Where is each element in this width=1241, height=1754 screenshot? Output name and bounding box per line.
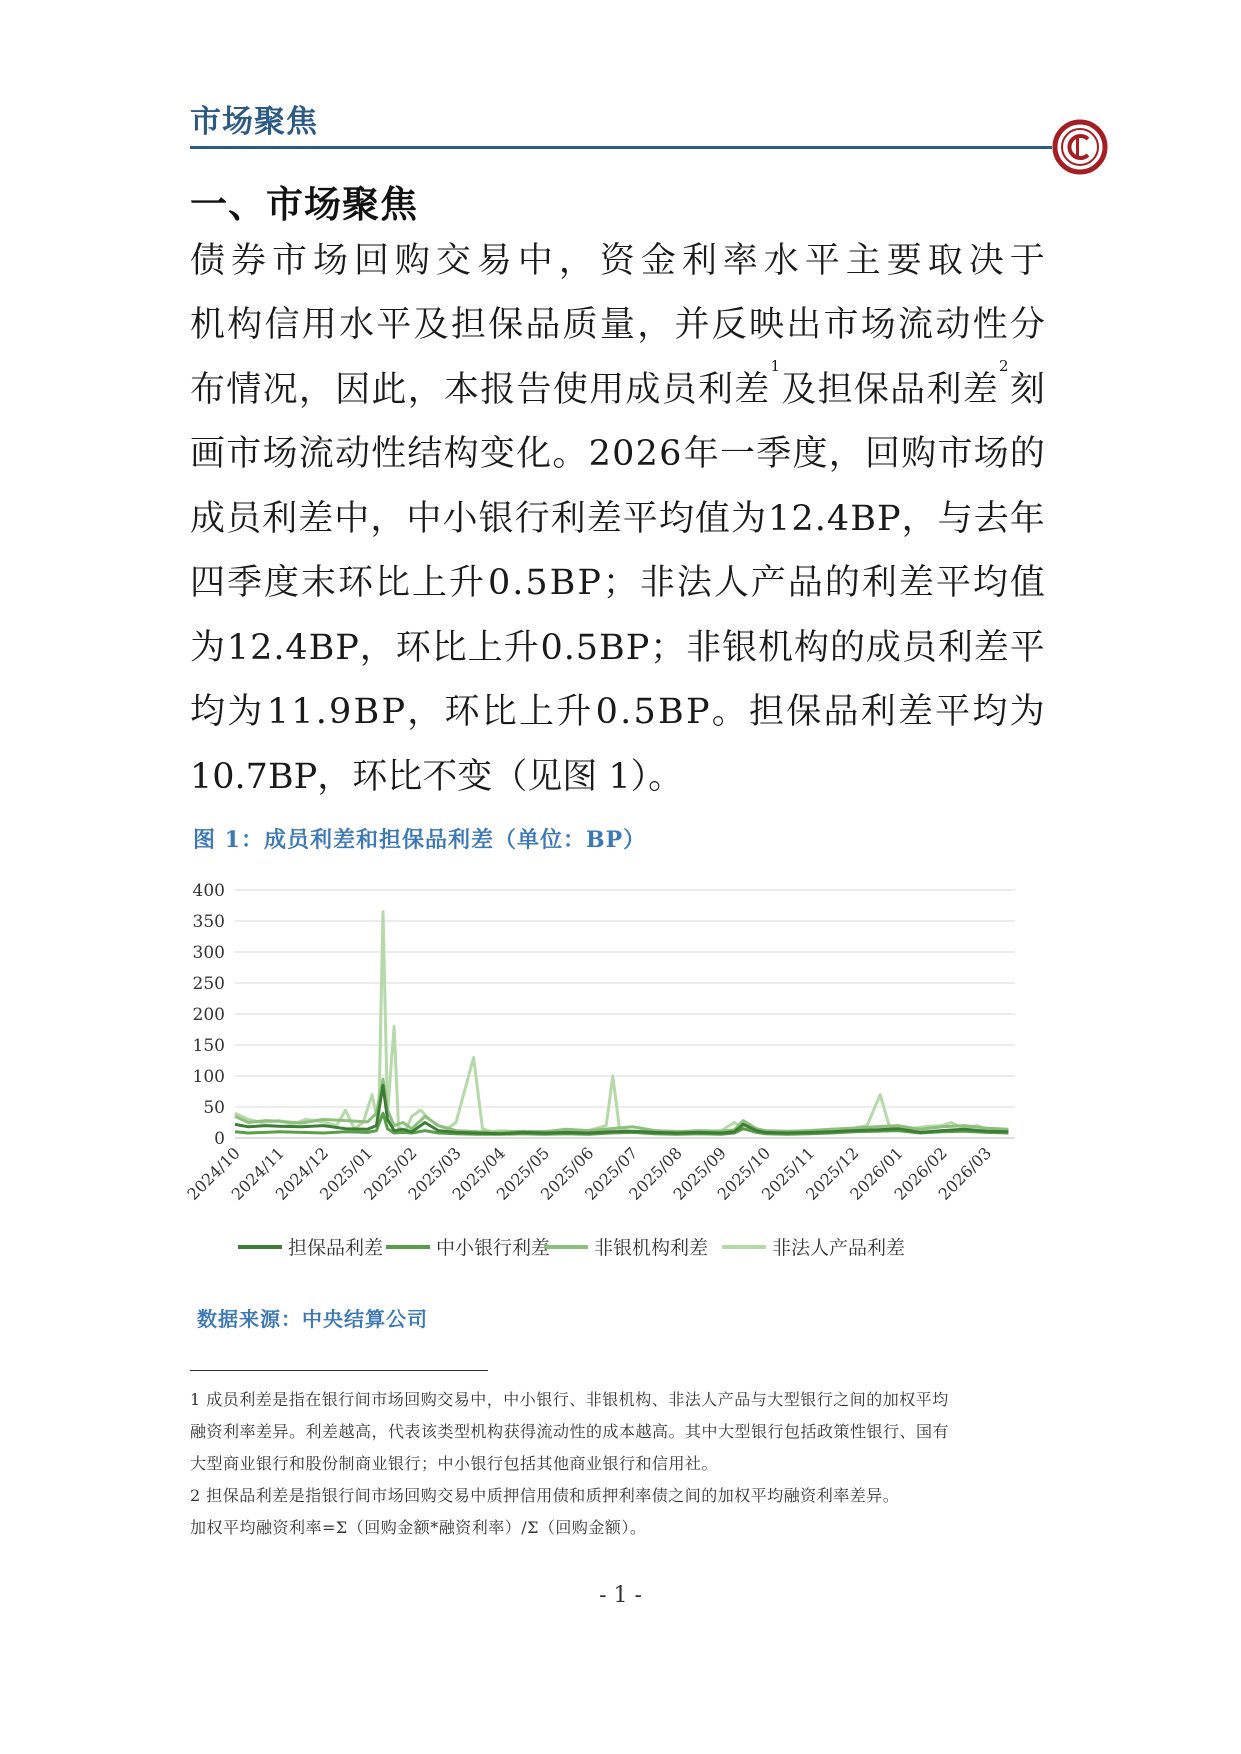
body-char: 购 [901, 434, 937, 474]
body-char: 券 [230, 241, 266, 281]
body-char: 利 [926, 370, 962, 410]
body-char: 银 [722, 628, 758, 668]
body-char: 要 [886, 241, 922, 281]
body-char: 1 [226, 628, 250, 668]
body-char: 中 [334, 499, 370, 539]
body-char: 小 [442, 499, 478, 539]
body-char: B [308, 628, 335, 668]
x-tick-label: 2025/01 [315, 1143, 377, 1204]
footnote-line: 大型商业银行和股份制商业银行；中小银行包括其他商业银行和信用社。 [190, 1454, 719, 1473]
body-char: 行 [514, 499, 550, 539]
body-char: 4 [285, 628, 308, 668]
body-char: 金 [640, 241, 676, 281]
x-tick-label: 2025/06 [536, 1143, 598, 1204]
body-char: 化 [516, 434, 552, 474]
body-char: 环 [395, 628, 431, 668]
body-char: 人 [713, 563, 749, 603]
body-char: 平 [935, 692, 971, 732]
body-char: 四 [190, 563, 226, 603]
body-char: . [563, 628, 575, 668]
body-char: B [353, 692, 380, 732]
body-char: 于 [1009, 241, 1045, 281]
body-char: 出 [786, 305, 822, 345]
body-char: 差 [586, 499, 622, 539]
body-char: 9 [329, 692, 352, 732]
footnote-divider [190, 1370, 488, 1371]
body-char: 品 [823, 692, 859, 732]
body-char: 易 [476, 241, 512, 281]
body-char: ， [901, 499, 937, 539]
body-char: 变 [479, 434, 515, 474]
body-char: 回 [353, 241, 389, 281]
body-char: 中 [406, 499, 442, 539]
body-char: 产 [750, 563, 786, 603]
body-line-7 [190, 624, 1045, 672]
legend-label: 担保品利差 [288, 1237, 384, 1259]
body-char: 告 [516, 370, 552, 410]
body-char: 构 [794, 628, 830, 668]
page-number: - 1 - [599, 1583, 642, 1608]
body-char: 场 [973, 434, 1009, 474]
body-char: 平 [804, 241, 840, 281]
body-char: 非 [639, 563, 675, 603]
y-tick-label: 150 [192, 1036, 225, 1056]
body-char: P [877, 499, 901, 539]
body-char: 中 [517, 241, 553, 281]
body-char: 升 [503, 628, 539, 668]
body-char: 5 [575, 628, 599, 668]
body-char: 升 [449, 563, 485, 603]
body-line-6 [190, 559, 1045, 607]
body-line-9 [190, 753, 1045, 801]
body-char: 的 [824, 563, 860, 603]
body-char: 购 [394, 241, 430, 281]
body-char: 用 [301, 305, 337, 345]
x-tick-label: 2025/12 [802, 1143, 863, 1204]
body-char: 一 [720, 434, 756, 474]
body-char: 为 [227, 692, 263, 732]
body-char: 流 [898, 305, 934, 345]
body-char: 利 [937, 628, 973, 668]
body-char: 本 [443, 370, 479, 410]
body-char: . [620, 692, 632, 732]
body-char: 量 [599, 305, 635, 345]
body-char: 利 [681, 241, 717, 281]
body-char: 报 [480, 370, 516, 410]
body-char: 况 [262, 370, 298, 410]
body-char: 平 [1009, 628, 1045, 668]
body-char: 上 [467, 628, 503, 668]
body-text-line: 10.7BP，环比不变（见图 1）。 [190, 757, 684, 797]
body-char: 6 [659, 434, 682, 474]
body-char: P [577, 563, 601, 603]
body-char: 末 [301, 563, 337, 603]
body-char: 并 [674, 305, 710, 345]
body-char: 构 [227, 305, 263, 345]
body-char: 年 [683, 434, 719, 474]
y-tick-label: 300 [192, 943, 225, 963]
body-char: ， [558, 241, 594, 281]
header-title: 市场聚焦 [190, 104, 318, 140]
x-tick-label: 2025/08 [625, 1143, 686, 1204]
body-char: 比 [375, 563, 411, 603]
body-char: ， [370, 499, 406, 539]
body-line-8 [190, 688, 1045, 736]
body-line-2 [190, 301, 1045, 349]
body-char: 1 [266, 692, 289, 732]
body-char: P [335, 628, 359, 668]
body-line-1 [190, 237, 1045, 285]
body-char: 担 [817, 370, 853, 410]
body-char: 担 [749, 692, 785, 732]
body-char: 值 [694, 499, 730, 539]
body-char: 映 [748, 305, 784, 345]
body-char: 平 [622, 499, 658, 539]
body-char: 为 [190, 628, 226, 668]
body-char: B [850, 499, 876, 539]
x-tick-label: 2026/03 [934, 1143, 996, 1204]
body-char: ， [828, 434, 864, 474]
x-tick-label: 2025/11 [757, 1143, 819, 1204]
body-char: 取 [927, 241, 963, 281]
body-char: 布 [190, 370, 226, 410]
x-tick-label: 2025/02 [360, 1143, 421, 1204]
body-char: 。 [552, 434, 588, 474]
body-char: 差 [734, 370, 770, 410]
figure-source: 数据来源：中央结算公司 [197, 1307, 428, 1331]
x-tick-label: 2026/02 [890, 1143, 951, 1204]
body-char: 非 [686, 628, 722, 668]
body-char: 5 [633, 692, 656, 732]
footnote-line: 加权平均融资利率=Σ（回购金额*融资利率）/Σ（回购金额）。 [190, 1518, 647, 1537]
x-tick-label: 2024/10 [183, 1143, 244, 1204]
body-char: 上 [518, 692, 554, 732]
body-char: 使 [552, 370, 588, 410]
body-char: 差 [973, 628, 1009, 668]
body-char: 市 [271, 241, 307, 281]
body-char: 利 [860, 692, 896, 732]
body-char: 成 [625, 370, 661, 410]
body-char: 与 [937, 499, 973, 539]
x-tick-label: 2024/12 [271, 1143, 333, 1204]
body-char: 平 [376, 305, 412, 345]
figure-caption: 图 1：成员利差和担保品利差（单位：BP） [193, 827, 647, 853]
body-char: 为 [1009, 692, 1045, 732]
body-char: 1 [291, 692, 314, 732]
y-tick-label: 200 [192, 1005, 225, 1025]
body-char: 利 [550, 499, 586, 539]
logo-icon [1052, 119, 1108, 175]
body-char: 机 [190, 305, 226, 345]
body-char: 机 [758, 628, 794, 668]
body-char: 及 [413, 305, 449, 345]
body-char: 为 [730, 499, 766, 539]
body-char: 信 [264, 305, 300, 345]
body-char: 比 [431, 628, 467, 668]
body-char: 保 [786, 692, 822, 732]
body-char: 均 [190, 692, 226, 732]
x-tick-label: 2026/01 [846, 1143, 907, 1204]
y-tick-label: 0 [214, 1129, 225, 1149]
body-char: . [814, 499, 826, 539]
body-char: ， [407, 692, 443, 732]
body-char: 流 [298, 434, 334, 474]
body-char: 环 [338, 563, 374, 603]
body-char: ； [650, 628, 686, 668]
body-char: 升 [556, 692, 592, 732]
body-char: 上 [412, 563, 448, 603]
body-char: 5 [525, 563, 548, 603]
x-tick-label: 2025/03 [404, 1143, 465, 1204]
body-char: 员 [661, 370, 697, 410]
body-char: 回 [864, 434, 900, 474]
body-char: 因 [335, 370, 371, 410]
legend-label: 非法人产品利差 [772, 1237, 906, 1259]
body-char: 成 [865, 628, 901, 668]
body-char: 性 [371, 434, 407, 474]
body-char: P [381, 692, 406, 732]
body-char: 交 [435, 241, 471, 281]
footnote-ref: 1 [770, 357, 781, 375]
body-char: 度 [792, 434, 828, 474]
body-char: 场 [860, 305, 896, 345]
body-char: 员 [901, 628, 937, 668]
body-char: 主 [845, 241, 881, 281]
body-char: 水 [763, 241, 799, 281]
x-tick-label: 2025/10 [713, 1143, 775, 1204]
body-char: 动 [935, 305, 971, 345]
body-char: 及 [781, 370, 817, 410]
body-char: 2 [635, 434, 658, 474]
body-char: 情 [226, 370, 262, 410]
body-char: ； [602, 563, 638, 603]
body-char: 率 [722, 241, 758, 281]
body-char: 均 [972, 692, 1008, 732]
body-char: 差 [898, 563, 934, 603]
body-char: 均 [972, 563, 1008, 603]
legend-label: 非银机构利差 [594, 1237, 709, 1259]
series-line [235, 912, 1008, 1133]
body-char: 0 [612, 434, 635, 474]
body-char: 分 [1009, 305, 1045, 345]
body-char: 年 [1009, 499, 1045, 539]
body-char: 性 [972, 305, 1008, 345]
body-char: 场 [262, 434, 298, 474]
body-char: 4 [826, 499, 850, 539]
body-char: B [549, 563, 576, 603]
body-char: 2 [250, 628, 273, 668]
body-char: 0 [487, 563, 511, 603]
body-char: 市 [226, 434, 262, 474]
body-char: . [512, 563, 524, 603]
body-line-5 [190, 495, 1045, 543]
body-char: P [625, 628, 650, 668]
body-char: 债 [190, 241, 226, 281]
x-tick-label: 2024/11 [227, 1143, 289, 1204]
y-tick-label: 100 [192, 1067, 225, 1087]
body-line-4 [190, 430, 1045, 478]
body-char: 反 [711, 305, 747, 345]
body-char: 季 [227, 563, 263, 603]
body-char: 市 [823, 305, 859, 345]
y-tick-label: 350 [192, 912, 225, 932]
body-char: 资 [599, 241, 635, 281]
body-char: 保 [853, 370, 889, 410]
body-char: 值 [1009, 563, 1045, 603]
body-text-line: 刻 [1009, 370, 1045, 410]
section-title: 一、市场聚焦 [190, 183, 418, 226]
body-char: . [315, 692, 327, 732]
body-char: 画 [190, 434, 226, 474]
body-char: 决 [968, 241, 1004, 281]
body-char: 均 [658, 499, 694, 539]
body-char: 动 [334, 434, 370, 474]
body-char: 构 [443, 434, 479, 474]
body-char: 利 [861, 563, 897, 603]
header-rule [190, 146, 1052, 149]
footnote-line: 1 成员利差是指在银行间市场回购交易中，中小银行、非银机构、非法人产品与大型银行之间的加权平均 [190, 1390, 949, 1409]
body-char: 品 [890, 370, 926, 410]
x-tick-label: 2025/05 [492, 1143, 554, 1204]
body-char: 差 [962, 370, 998, 410]
body-char: P [685, 692, 710, 732]
body-char: 季 [756, 434, 792, 474]
x-tick-label: 2025/07 [581, 1143, 642, 1204]
body-char: 2 [791, 499, 814, 539]
body-line-3 [190, 357, 1045, 414]
body-char: 法 [676, 563, 712, 603]
spread-line-chart [183, 875, 1050, 1265]
body-char: B [599, 628, 625, 668]
body-char: ， [637, 305, 673, 345]
body-char: 用 [589, 370, 625, 410]
footnote-ref: 2 [999, 357, 1009, 375]
body-char: 差 [298, 499, 334, 539]
y-tick-label: 400 [192, 881, 225, 901]
body-char: 质 [562, 305, 598, 345]
body-char: 成 [190, 499, 226, 539]
body-char: 的 [829, 628, 865, 668]
body-char: 水 [339, 305, 375, 345]
body-char: 比 [481, 692, 517, 732]
body-char: ， [359, 628, 395, 668]
body-char: 此 [371, 370, 407, 410]
body-char: ， [298, 370, 334, 410]
body-char: 品 [787, 563, 823, 603]
y-tick-label: 250 [192, 974, 225, 994]
footnote-line: 融资利率差异。利差越高，代表该类型机构获得流动性的成本越高。其中大型银行包括政策性银行、国有 [190, 1422, 950, 1441]
body-char: 担 [450, 305, 486, 345]
body-char: 差 [897, 692, 933, 732]
body-char: 2 [588, 434, 611, 474]
body-char: 。 [711, 692, 747, 732]
body-char: 0 [595, 692, 618, 732]
body-char: 度 [264, 563, 300, 603]
body-char: 保 [488, 305, 524, 345]
body-char: 平 [935, 563, 971, 603]
body-char: 0 [540, 628, 563, 668]
body-char: 利 [697, 370, 733, 410]
body-char: 结 [407, 434, 443, 474]
body-char: 场 [312, 241, 348, 281]
body-char: 员 [226, 499, 262, 539]
legend-label: 中小银行利差 [436, 1237, 551, 1259]
y-tick-label: 50 [203, 1098, 225, 1118]
body-char: 利 [262, 499, 298, 539]
body-char: 的 [1009, 434, 1045, 474]
footnote-line: 2 担保品利差是指银行间市场回购交易中质押信用债和质押利率债之间的加权平均融资利率差异。 [190, 1486, 900, 1505]
x-tick-label: 2025/09 [669, 1143, 730, 1204]
body-char: 市 [937, 434, 973, 474]
body-char: ， [407, 370, 443, 410]
x-tick-label: 2025/04 [448, 1143, 509, 1204]
body-char: 1 [768, 499, 791, 539]
body-char: 去 [973, 499, 1009, 539]
body-char: B [658, 692, 684, 732]
body-char: 品 [525, 305, 561, 345]
body-char: 环 [444, 692, 480, 732]
body-char: . [273, 628, 285, 668]
body-char: 银 [478, 499, 514, 539]
